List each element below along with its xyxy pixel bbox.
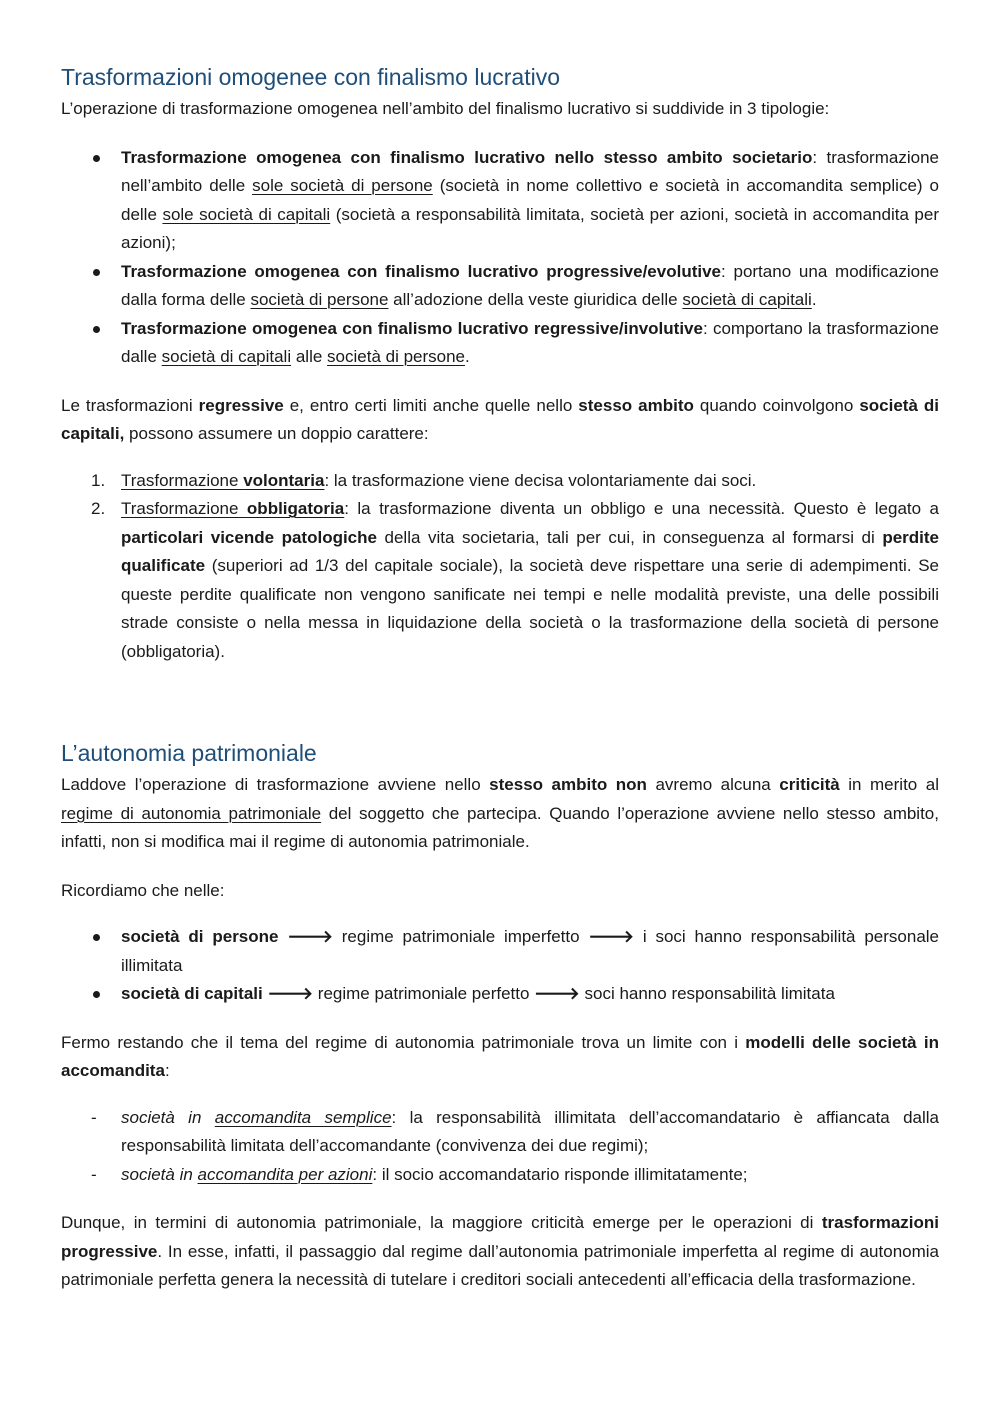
regime-list [61, 923, 939, 1009]
list-item: società di capitali 🡒 regime patrimoniale perfetto 🡒 soci hanno responsabilità limitata [61, 980, 939, 1009]
section-heading-autonomia: L’autonomia patrimoniale [61, 740, 317, 766]
accomandita-list [61, 1104, 939, 1190]
autonomia-paragraph: Laddove l’operazione di trasformazione avviene nello stesso ambito non avremo alcuna criticità in merito al regime di autonomia patrimoniale del soggetto che partecipa. Quando l’operazione avviene nello stesso ambito, infatti, non si modifica mai il regime di autonomia patrimoniale. [61, 775, 940, 851]
list-item: - società in accomandita semplice: la responsabilità illimitata dell’accomandatario è affiancata dalla responsabilità limitata dell’accomandante (convivenza dei due regimi); [91, 1107, 939, 1155]
list-item: Trasformazione omogenea con finalismo lucrativo regressive/involutive: comportano la trasformazione dalle società di capitali alle società di persone. [61, 315, 939, 372]
document-page [61, 62, 939, 1295]
arrow-right-icon: 🡒 [287, 927, 333, 946]
list-item: società di persone 🡒 regime patrimoniale imperfetto 🡒 i soci hanno responsabilità personale illimitata [61, 923, 939, 980]
fermo-restando-paragraph: Fermo restando che il tema del regime di autonomia patrimoniale trova un limite con i modelli delle società in accomandita: [61, 1032, 939, 1080]
list-item: - società in accomandita per azioni: il socio accomandatario risponde illimitatamente; [91, 1164, 748, 1184]
list-item: 2. Trasformazione obbligatoria: la trasformazione diventa un obbligo e una necessità. Questo è legato a particolari vicende patologiche della vita societaria, tali per cui, in conseguenza al formarsi di perdite qualificate (superiori ad 1/3 del capitale sociale), la società deve rispettare una serie di adempimenti. Se queste perdite qualificate non vengono sanificate nei tempi e nelle modalità previste, una delle possibili strade consiste o nella messa in liquidazione della società o la trasformazione della società di persone (obbligatoria). [91, 499, 939, 661]
arrow-right-icon: 🡒 [588, 927, 635, 946]
ricordiamo-paragraph: Ricordiamo che nelle: [61, 880, 225, 900]
carattere-list [61, 467, 939, 667]
arrow-right-icon: 🡒 [267, 984, 314, 1003]
arrow-right-icon: 🡒 [534, 984, 580, 1003]
intro-paragraph: L’operazione di trasformazione omogenea nell’ambito del finalismo lucrativo si suddivide in 3 tipologie: [61, 99, 830, 118]
tipologie-list [61, 144, 939, 372]
list-item: 1. Trasformazione volontaria: la trasformazione viene decisa volontariamente dai soci. [91, 470, 757, 490]
conclusione-paragraph: Dunque, in termini di autonomia patrimoniale, la maggiore criticità emerge per le operazioni di trasformazioni progressive. In esse, infatti, il passaggio dal regime dall’autonomia patrimoniale imperfetta al regime di autonomia patrimoniale perfetta genera la necessità di tutelare i creditori sociali antecedenti all’efficacia della trasformazione. [61, 1213, 939, 1289]
list-item: Trasformazione omogenea con finalismo lucrativo progressive/evolutive: portano una modificazione dalla forma delle società di persone all’adozione della veste giuridica delle società di capitali. [61, 258, 939, 315]
regressive-paragraph: Le trasformazioni regressive e, entro certi limiti anche quelle nello stesso ambito quando coinvolgono società di capitali, possono assumere un doppio carattere: [61, 395, 939, 443]
list-item: Trasformazione omogenea con finalismo lucrativo nello stesso ambito societario: trasformazione nell’ambito delle sole società di persone (società in nome collettivo e società in accomandita semplice) o delle sole società di capitali (società a responsabilità limitata, società per azioni, società in accomandita per azioni); [61, 144, 939, 258]
section-heading-trasformazioni: Trasformazioni omogenee con finalismo lucrativo [61, 64, 560, 90]
